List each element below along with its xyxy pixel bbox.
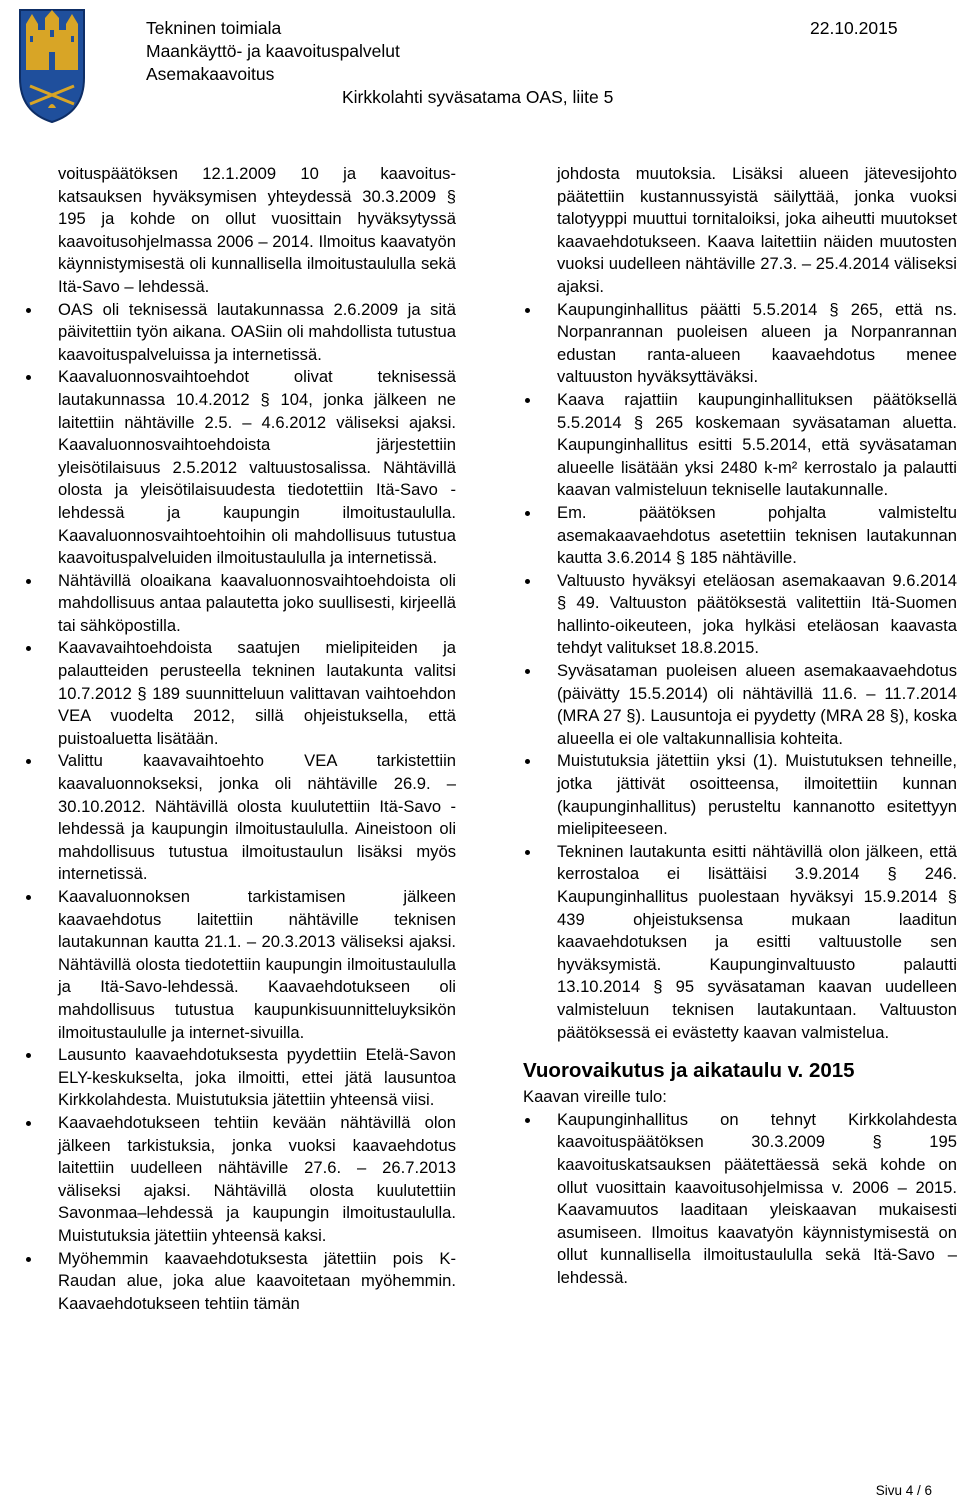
right-bullet-list <box>523 299 957 1045</box>
left-column <box>24 163 456 1315</box>
header-document-title: Kirkkolahti syväsatama OAS, liite 5 <box>342 87 614 107</box>
right-continuation-text: johdosta muutoksia. Lisäksi alueen jätevesijohto päätettiin kustannussyistä säilyttää, jonka vuoksi talotyyppi muuttui tornitaloiksi, joka aiheutti muutokset kaavaehdotukseen. Kaava laitettiin näiden muutosten vuoksi uudelleen nähtäville 27.3. – 25.4.2014 väliseksi ajaksi. <box>557 164 957 296</box>
section-subtitle: Kaavan vireille tulo: <box>523 1087 667 1107</box>
left-bullet-list <box>24 299 456 1316</box>
list-item: Valittu kaavavaihtoehto VEA tarkistettiin kaavaluonnokseksi, jonka oli nähtäville 26.9. – 30.10.2012. Nähtävillä olosta kuulutettiin Itä-Savo -lehdessä ja kaupungin ilmoitustaululla. Aineistoon oli mahdollisuus tutustua ilmoitustaulun lisäksi myös internetissä. <box>24 750 456 886</box>
header-unit: Maankäyttö- ja kaavoituspalvelut <box>146 41 400 61</box>
section-bullet-list <box>523 1109 957 1290</box>
list-item: Kaava rajattiin kaupunginhallituksen päätöksellä 5.5.2014 § 265 koskemaan syväsataman aluetta. Kaupunginhallitus esitti 5.5.2014, että syväsataman alueelle lisätään yksi 2480 k-m² kerrostalo ja palautti kaavan valmisteluun tekniselle lautakunnalle. <box>523 389 957 502</box>
header-department: Tekninen toimiala <box>146 18 282 38</box>
list-item: Muistutuksia jätettiin yksi (1). Muistutuksen tehneille, jotka jättivät osoitteensa, ilmoitettiin kunnan (kaupunginhallitus) perusteltu kannanotto esitettyyn mielipiteeseen. <box>523 750 957 840</box>
list-item: Kaupunginhallitus päätti 5.5.2014 § 265, että ns. Norpanrannan puoleisen alueen ja Norpanrannan edustan ranta-alueen kaavaehdotus menee valtuuston hyväksyttäväksi. <box>523 299 957 389</box>
list-item: Kaavaluonnosvaihtoehdot olivat teknisessä lautakunnassa 10.4.2012 § 104, jonka jälkeen ne laitettiin nähtäville 2.5. – 4.6.2012 väliseksi ajaksi. Kaavaluonnosvaihtoehdoista järjestettiin yleisötilaisuus 2.5.2012 valtuustosalissa. Nähtävillä olosta ja yleisötilaisuudesta tiedotettiin Itä-Savo -lehdessä ja kaupungin ilmoitustaululla. Kaavaluonnosvaihtoehtoihin oli mahdollisuus tutustua kaavoituspalveluiden ilmoitustaululla ja internetissä. <box>24 366 456 569</box>
list-item: Nähtävillä oloaikana kaavaluonnosvaihtoehdoista oli mahdollisuus antaa palautetta joko suullisesti, kirjeellä tai sähköpostilla. <box>24 570 456 638</box>
list-item: Syväsataman puoleisen alueen asemakaavaehdotus (päivätty 15.5.2014) oli nähtävillä 11.6. – 11.7.2014 (MRA 27 §). Lausuntoja ei pyydetty (MRA 28 §), koska alueella ei ole valtakunnallisia kohteita. <box>523 660 957 750</box>
list-item: Tekninen lautakunta esitti nähtävillä olon jälkeen, että kerrostaloa ei lisättäisi 3.9.2014 § 246. Kaupunginhallitus puolestaan hyväksyi 15.9.2014 § 439 ohjeistuksensa mukaan laaditun kaavaehdotuksen ja esitti valtuustolle sen hyväksymistä. Kaupunginvaltuusto palautti 13.10.2014 § 95 syväsataman kaavan uudelleen valmisteluun teknisen lautakuntaan. Valtuuston päätöksessä ei evästetty kaavan valmistelua. <box>523 841 957 1044</box>
list-item: Kaavavaihtoehdoista saatujen mielipiteiden ja palautteiden perusteella tekninen lautakunta valitsi 10.7.2012 § 189 suunnitteluun valittavan vaihtoehdon VEA vuodelta 2012, sillä ohjeistuksella, että puistoaluetta lisätään. <box>24 637 456 750</box>
section-heading: Vuorovaikutus ja aikataulu v. 2015 <box>523 1059 855 1083</box>
list-item: Myöhemmin kaavaehdotuksesta jätettiin pois K-Raudan alue, joka alue kaavoitetaan myöhemmin. Kaavaehdotukseen tehtiin tämän <box>24 1248 456 1316</box>
list-item: Kaupunginhallitus on tehnyt Kirkkolahdesta kaavoituspäätöksen 30.3.2009 § 195 kaavoituskatsauksen päätettäessä sekä kohde on ollut vuosittain kaavoitusohjelmissa v. 2006 – 2015. Kaavamuutos laaditaan yleiskaavan mukaisesti asumiseen. Ilmoitus kaavatyön käynnistymisestä on ollut kunnallisella ilmoitustaululla sekä Itä-Savo – lehdessä. <box>523 1109 957 1290</box>
list-item: Kaavaluonnoksen tarkistamisen jälkeen kaavaehdotus laitettiin nähtäville teknisen lautakunnan kautta 21.1. – 20.3.2013 väliseksi ajaksi. Nähtävillä olosta tiedotettiin kaupungin ilmoitustaululla ja Itä-Savo-lehdessä. Kaavaehdotukseen oli mahdollisuus tutustua kaupunkisuunnitteluyksikön ilmoitustaululle ja internet-sivuilla. <box>24 886 456 1044</box>
header-date: 22.10.2015 <box>810 18 898 38</box>
header-section: Asemakaavoitus <box>146 64 275 84</box>
right-column <box>523 163 957 1290</box>
left-continuation-text: voituspäätöksen 12.1.2009 10 ja kaavoitus-katsauksen hyväksymisen yhteydessä 30.3.2009 § 195 ja kohde on ollut vuosittain hyväksytyssä kaavoitusohjelmassa 2006 – 2014. Ilmoitus kaavatyön käynnistymisestä oli kunnallisella ilmoitustaululla sekä Itä-Savo – lehdessä. <box>58 164 456 296</box>
list-item: OAS oli teknisessä lautakunnassa 2.6.2009 ja sitä päivitettiin työn aikana. OASiin oli mahdollista tutustua kaavoituspalveluissa ja internetissä. <box>24 299 456 367</box>
list-item: Kaavaehdotukseen tehtiin kevään nähtävillä olon jälkeen tarkistuksia, jonka vuoksi kaavaehdotus laitettiin uudelleen nähtäville 27.6. – 26.7.2013 väliseksi ajaksi. Nähtävillä olosta kuulutettiin Savonmaa–lehdessä ja kaupungin ilmoitustaululla. Muistutuksia jätettiin yhteensä kaksi. <box>24 1112 456 1248</box>
coat-of-arms-logo <box>18 8 86 124</box>
list-item: Em. päätöksen pohjalta valmisteltu asemakaavaehdotus asetettiin teknisen lautakunnan kautta 3.6.2014 § 185 nähtäville. <box>523 502 957 570</box>
list-item: Lausunto kaavaehdotuksesta pyydettiin Etelä-Savon ELY-keskukselta, joka ilmoitti, ettei jätä lausuntoa Kirkkolahdesta. Muistutuksia jätettiin yhteensä viisi. <box>24 1044 456 1112</box>
page-number: Sivu 4 / 6 <box>875 1483 932 1498</box>
list-item: Valtuusto hyväksyi eteläosan asemakaavan 9.6.2014 § 49. Valtuuston päätöksestä valitettiin Itä-Suomen hallinto-oikeuteen, joka hylkäsi eteläosan kaavasta tehdyt valitukset 18.8.2015. <box>523 570 957 660</box>
